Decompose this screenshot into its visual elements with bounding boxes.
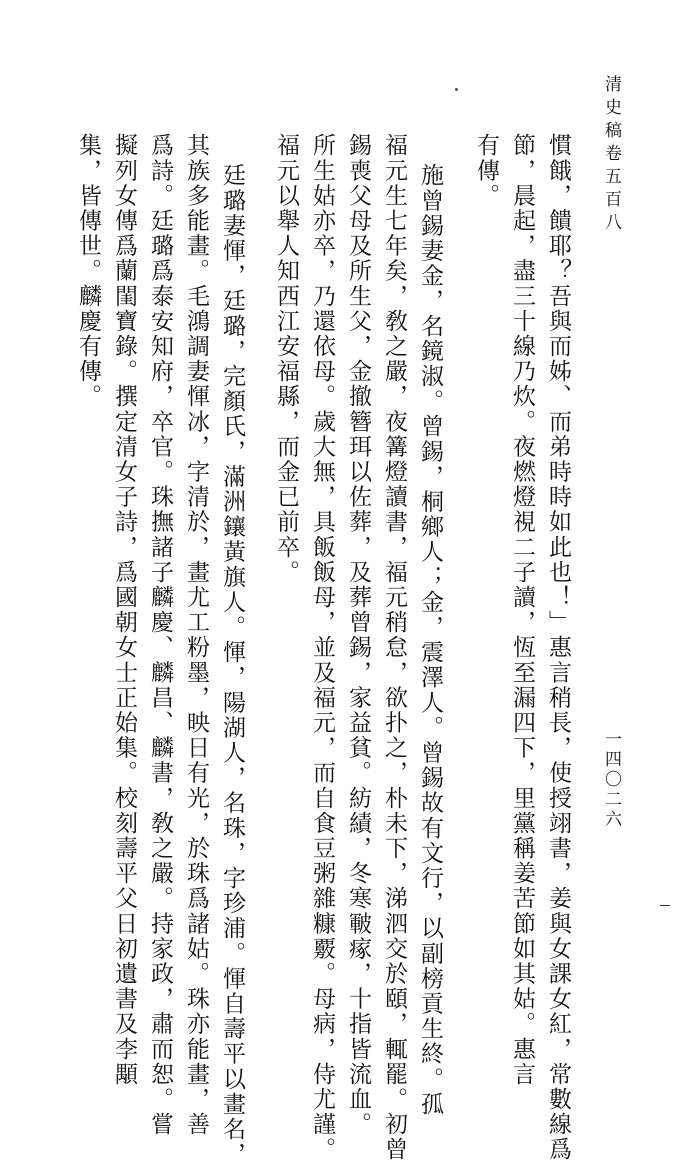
page-number: 一四〇二六 (601, 730, 621, 830)
text-column: 有傳。 (473, 133, 499, 209)
text-column: 其族多能畫。毛鴻調妻惲冰，字清於，畫尤工粉墨，映日有光，於珠爲諸姑。珠亦能畫，善 (183, 133, 209, 1137)
running-header-title: 清史稿卷五百八 (601, 75, 621, 236)
text-column: 擬列女傳爲蘭閨寶錄。撰定清女子詩，爲國朝女士正始集。校刻壽平父日初遺書及李顒 (111, 133, 137, 1087)
scan-speck (455, 88, 458, 91)
text-column: 福元以舉人知西江安福縣，而金已前卒。 (273, 133, 299, 585)
text-column: 所生姑亦卒，乃還依母。歲大無，具飯飯母，並及福元，而自食豆粥雜糠覈。母病，侍尤謹。 (309, 133, 335, 1163)
text-column: 施曾錫妻金，名鏡淑。曾錫，桐鄉人；金，震澤人。曾錫故有文行，以副榜貢生終。孤 (417, 163, 443, 1117)
text-column: 爲詩。廷璐爲泰安知府，卒官。珠撫諸子麟慶、麟昌、麟書，敎之嚴。持家政，肅而恕。嘗 (147, 133, 173, 1137)
text-column: 節，晨起，盡三十線乃炊。夜燃燈視二子讀，恆至漏四下，里黨稱姜苦節如其姑。惠言 (509, 133, 535, 1087)
text-column: 集，皆傳世。麟慶有傳。 (75, 133, 101, 410)
text-column: 慣餓，饋耶？吾與而姊、而弟時時如此也！」惠言稍長，使授翊書，姜與女課女紅，常數線爲 (545, 133, 571, 1163)
text-column: 錫喪父母及所生父，金撤簪珥以佐葬，及葬曾錫，家益貧。紡績，冬寒皸瘃，十指皆流血。 (345, 133, 371, 1137)
scan-edge-mark (660, 905, 670, 906)
text-column: 福元生七年矣，敎之嚴，夜篝燈讀書，福元稍怠，欲扑之，朴未下，涕泗交於頤，輒罷。初曾 (381, 133, 407, 1163)
text-column: 廷璐妻惲，廷璐，完顏氏，滿洲鑲黃旗人。惲，陽湖人，名珠，字珍浦。惲自壽平以畫名， (219, 163, 245, 1167)
